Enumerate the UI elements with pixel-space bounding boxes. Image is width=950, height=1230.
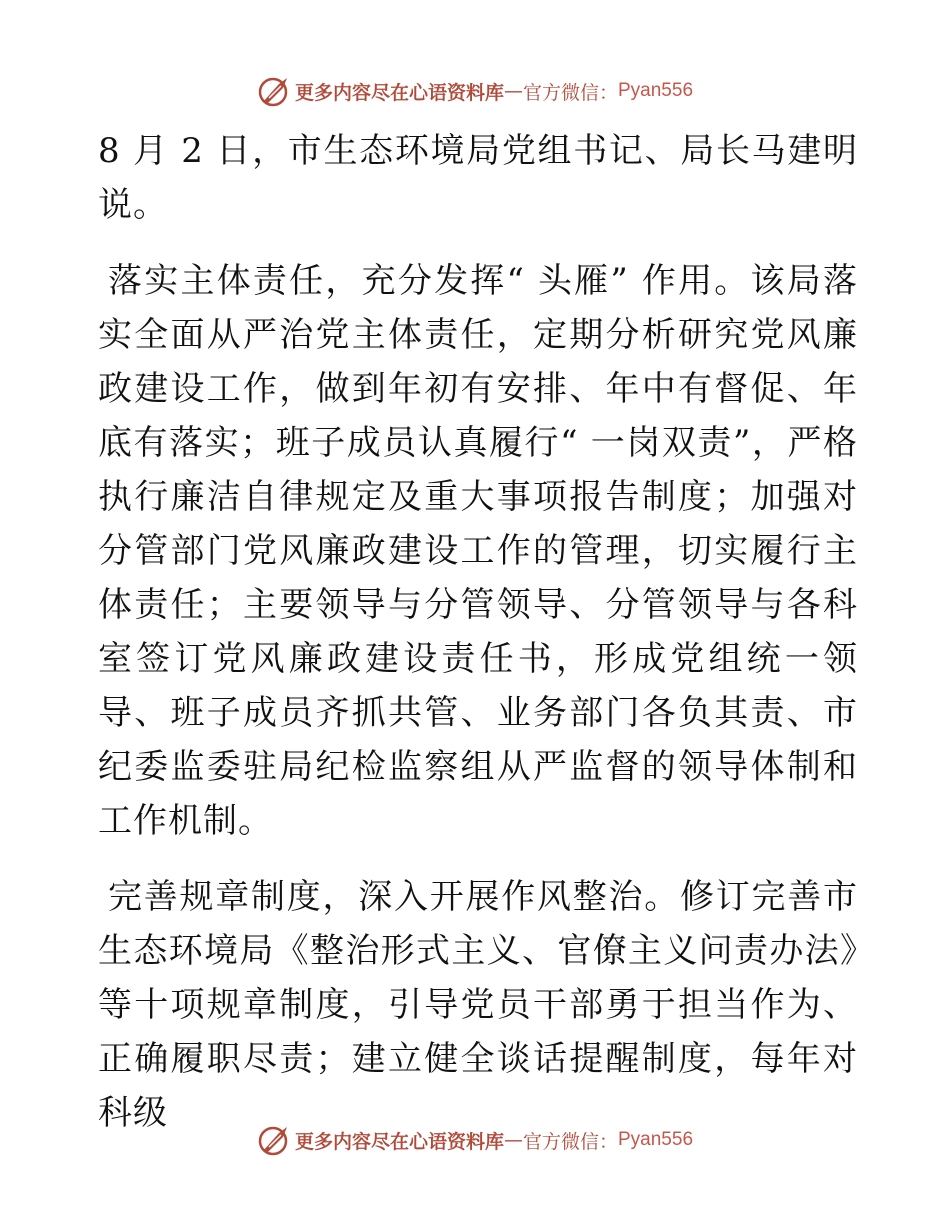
- watermark-text: 更多内容尽在心语资料库: [294, 1130, 504, 1153]
- watermark-official-label: 官方微信：: [522, 81, 618, 104]
- quill-logo-icon: [257, 1123, 291, 1157]
- paragraph-1: 8 月 2 日，市生态环境局党组书记、局长马建明说。: [98, 131, 858, 225]
- header-watermark: [0, 71, 950, 111]
- watermark-wechat-id: Pyan556: [618, 80, 694, 101]
- watermark-dash: —: [503, 1129, 523, 1151]
- document-body: [98, 124, 858, 1140]
- watermark-official-label: 官方微信：: [522, 1130, 618, 1153]
- paragraph-3: 完善规章制度，深入开展作风整治。修订完善市生态环境局《整治形式主义、官僚主义问责办法》等十项规章制度，引导党员干部勇于担当作为、正确履职尽责；建立健全谈话提醒制度，每年对科级: [98, 877, 858, 1133]
- quill-logo-icon: [257, 74, 291, 108]
- watermark-dash: —: [503, 80, 523, 102]
- watermark-wechat-id: Pyan556: [618, 1129, 694, 1150]
- watermark-text: 更多内容尽在心语资料库: [294, 81, 504, 104]
- footer-watermark: [0, 1120, 950, 1160]
- paragraph-2: 落实主体责任，充分发挥“ 头雁” 作用。该局落实全面从严治党主体责任，定期分析研究党风廉政建设工作，做到年初有安排、年中有督促、年底有落实；班子成员认真履行“ 一岗双责”，严格执行廉洁自律规定及重大事项报告制度；加强对分管部门党风廉政建设工作的管理，切实履行主体责任；主要领导与分管领导、分管领导与各科室签订党风廉政建设责任书，形成党组统一领导、班子成员齐抓共管、业务部门各负其责、市纪委监委驻局纪检监察组从严监督的领导体制和工作机制。: [98, 261, 858, 841]
